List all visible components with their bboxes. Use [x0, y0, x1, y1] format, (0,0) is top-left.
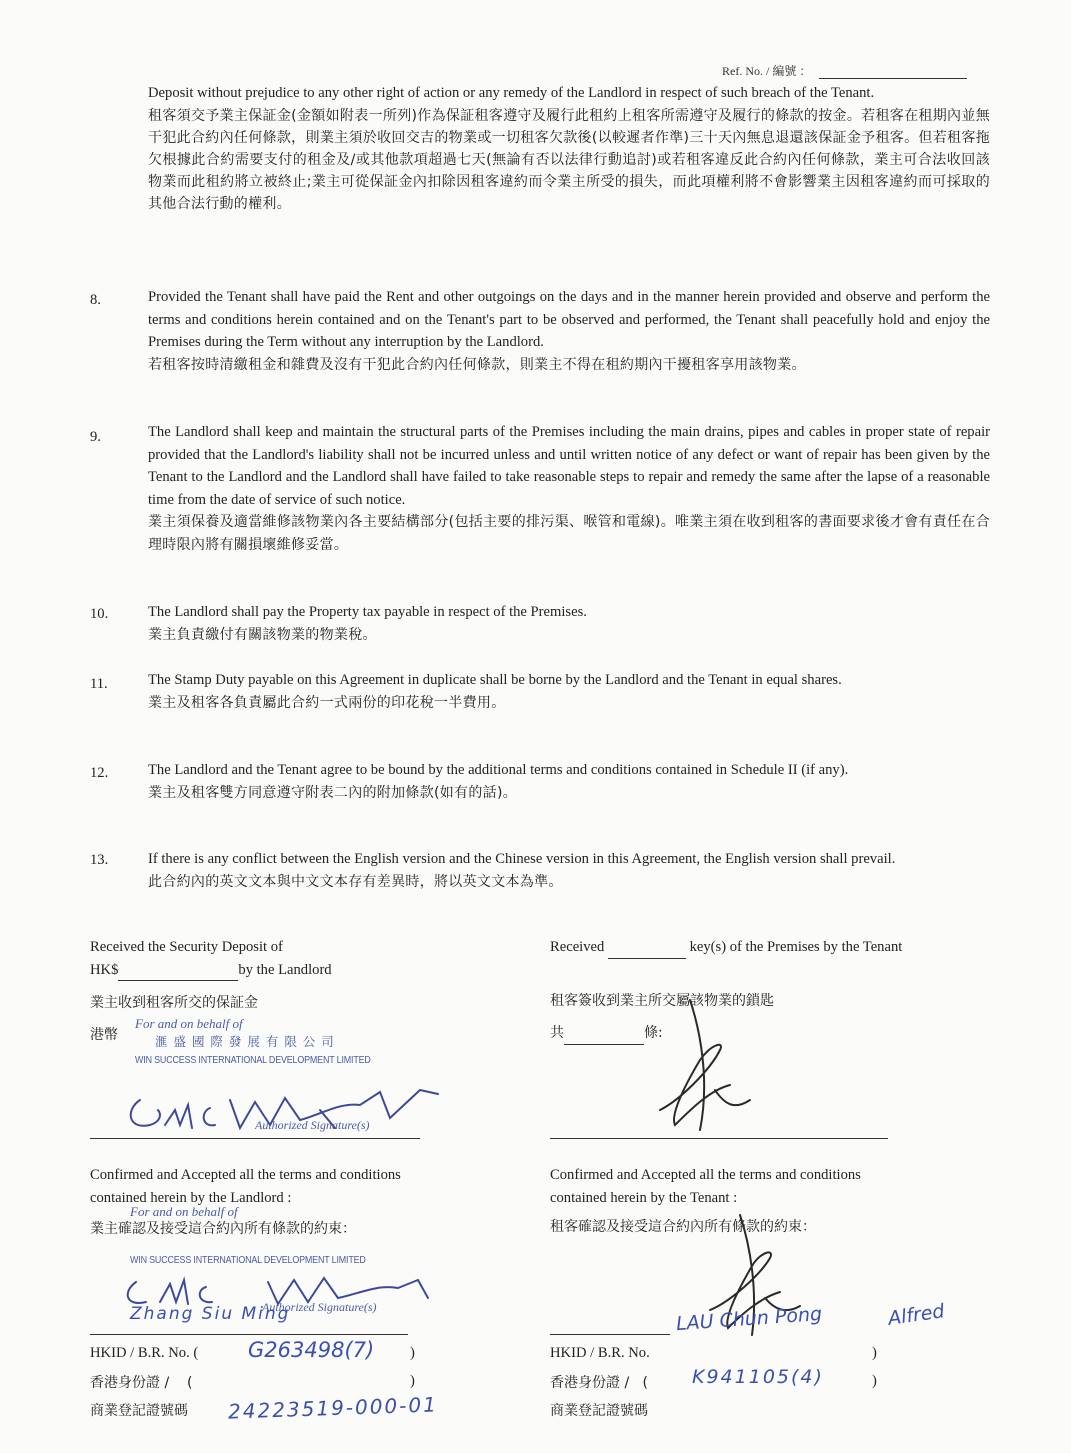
tenant-confirmation-zh: 租客確認及接受這合約內所有條款的約束： — [550, 1219, 816, 1235]
landlord-signature-line — [90, 1138, 420, 1139]
deposit-clause — [148, 82, 990, 216]
clause-english: If there is any conflict between the English version and the Chinese version in this Agreement, the English version shall prevail. — [148, 851, 896, 867]
stamp-authorized-signature: Authorized Signature(s) — [255, 1118, 370, 1132]
clause-english: Provided the Tenant shall have paid the Rent and other outgoings on the days and in the manner herein provided and observe and perform the terms and conditions herein contained and on the Tenant's part to be observed and performed, the Tenant shall peacefully hold and enjoy the Premises during the Term without any interruption by the Landlord. — [148, 289, 990, 351]
landlord-hkid-close: ) — [410, 1345, 415, 1361]
landlord-handwritten-name: Zhang Siu Ming — [130, 1304, 291, 1324]
clause-13-number: 13. — [90, 852, 109, 868]
landlord-hkid: HKID / B.R. No. ( — [90, 1345, 199, 1361]
ref-number-blank — [819, 67, 967, 79]
tenant-signature-line-2 — [550, 1334, 670, 1335]
keys-count-blank — [608, 958, 686, 959]
tenant-hkid-value: K941105(4) — [692, 1366, 824, 1388]
ref-number: Ref. No. / 編號 ： — [722, 62, 967, 79]
clause-english: The Landlord shall pay the Property tax payable in respect of the Premises. — [148, 604, 587, 620]
deposit-english: Deposit without prejudice to any other right of action or any remedy of the Landlord in respect of such breach of the Tenant. — [148, 85, 875, 101]
keys-receipt-zh: 租客簽收到業主所交屬該物業的鎖匙 — [550, 993, 774, 1009]
company-stamp-2: For and on behalf of — [130, 1204, 238, 1219]
tenant-signature-line — [550, 1138, 888, 1139]
clause-english: The Landlord and the Tenant agree to be bound by the additional terms and conditions contained in Schedule II (if any). — [148, 762, 849, 778]
tenant-br-label: 商業登記證號碼 — [550, 1403, 648, 1419]
keys-receipt: Received key(s) of the Premises by the Tenant — [550, 936, 902, 959]
tenant-hkid-zh: 香港身份證 / ( — [550, 1375, 648, 1391]
clause-chinese: 此合約內的英文文本與中文文本存有差異時，將以英文文本為準。 — [148, 873, 563, 890]
landlord-signature — [120, 1070, 460, 1140]
clause-chinese: 業主及租客各負責屬此合約一式兩份的印花稅一半費用。 — [148, 694, 506, 711]
deposit-receipt-zh: 業主收到租客所交的保証金 — [90, 995, 258, 1011]
landlord-br-value: 24223519-000-01 — [227, 1392, 439, 1424]
company-stamp: For and on behalf of 滙 盛 國 際 發 展 有 限 公 司 WIN SUCCESS INTERNATIONAL DEVELOPMENT LIMITED — [135, 1016, 371, 1066]
clause-10-number: 10. — [90, 606, 109, 622]
tenant-confirmation: Confirmed and Accepted all the terms and conditions contained herein by the Tenant : — [550, 1167, 861, 1206]
company-stamp-2-name: WIN SUCCESS INTERNATIONAL DEVELOPMENT LIMITED — [130, 1254, 366, 1266]
tenant-signature — [640, 990, 760, 1140]
tenant-handwritten-alias: Alfred — [886, 1300, 946, 1330]
clause-12 — [148, 759, 990, 804]
keys-receipt-zh2: 共 條: — [550, 1022, 663, 1045]
clause-11 — [148, 669, 990, 714]
clause-english: The Stamp Duty payable on this Agreement in duplicate shall be borne by the Landlord and the Tenant in equal shares. — [148, 672, 842, 688]
deposit-amount-blank — [118, 980, 238, 981]
landlord-confirmation: Confirmed and Accepted all the terms and conditions contained herein by the Landlord : — [90, 1167, 401, 1206]
clause-chinese: 業主及租客雙方同意遵守附表二內的附加條款(如有的話)。 — [148, 784, 518, 801]
deposit-receipt-line1: Received the Security Deposit of — [90, 939, 283, 955]
clause-english: The Landlord shall keep and maintain the structural parts of the Premises including the main drains, pipes and cables in proper state of repair provided that the Landlord's liability shall not be incurred unless and until written notice of any defect or want of repair has been given by the Tenant to the Landlord and the Landlord shall have failed to take reasonable steps to repair and remedy the same after the lapse of a reasonable time from the date of service of such notice. — [148, 424, 990, 508]
clause-9-number: 9. — [90, 429, 101, 445]
clause-8-number: 8. — [90, 292, 101, 308]
clause-8 — [148, 286, 990, 376]
landlord-hkid-value: G263498(7) — [248, 1338, 375, 1362]
clause-chinese: 業主負責繳付有關該物業的物業稅。 — [148, 626, 377, 643]
clause-9 — [148, 421, 990, 557]
deposit-receipt-line2: HK$ by the Landlord — [90, 959, 332, 982]
deposit-receipt — [90, 936, 332, 981]
stamp-2-authorized-signature: Authorized Signature(s) — [262, 1300, 377, 1314]
deposit-chinese: 租客須交予業主保証金(金額如附表一所列)作為保証租客遵守及履行此租約上租客所需遵守及履行的條款的按金。若租客在租期內並無干犯此合約內任何條款，則業主須於收回交吉的物業或一切租客欠款後(以較遲者作準)三十天內無息退還該保証金予租客。但若租客拖欠根據此合約需要支付的租金及/或其他款項超過七天(無論有否以法律行動追討)或若租客違反此合約內任何條款，業主可合法收回該物業而此租約將立被終止;業主可從保証金內扣除因租客違約而令業主所受的損失，而此項權利將不會影響業主因租客違約而可採取的其他合法行動的權利。 — [148, 107, 990, 213]
landlord-confirmation-zh: 業主確認及接受這合約內所有條款的約束： — [90, 1221, 356, 1237]
clause-chinese: 若租客按時清繳租金和雜費及沒有干犯此合約內任何條款，則業主不得在租約期內干擾租客享用該物業。 — [148, 356, 806, 373]
clause-11-number: 11. — [90, 676, 108, 692]
clause-chinese: 業主須保養及適當維修該物業內各主要結構部分(包括主要的排污渠、喉管和電線)。唯業主須在收到租客的書面要求後才會有責任在合理時限內將有關損壞維修妥當。 — [148, 514, 990, 553]
tenant-hkid-zh-close: ) — [872, 1373, 877, 1389]
clause-12-number: 12. — [90, 765, 109, 781]
landlord-signature-line-2 — [90, 1334, 408, 1335]
landlord-br-label: 商業登記證號碼 — [90, 1403, 188, 1419]
keys-count-zh-blank — [564, 1044, 644, 1045]
clause-10 — [148, 601, 990, 646]
clause-13 — [148, 848, 990, 893]
tenant-handwritten-name: LAU Chun Pong — [675, 1302, 823, 1336]
landlord-hkid-zh: 香港身份證 / ( — [90, 1375, 193, 1391]
tenant-hkid-close: ) — [872, 1345, 877, 1361]
tenant-hkid: HKID / B.R. No. — [550, 1345, 650, 1361]
landlord-hkid-zh-close: ) — [410, 1373, 415, 1389]
deposit-receipt-zh-hkd: 港幣 — [90, 1027, 118, 1043]
